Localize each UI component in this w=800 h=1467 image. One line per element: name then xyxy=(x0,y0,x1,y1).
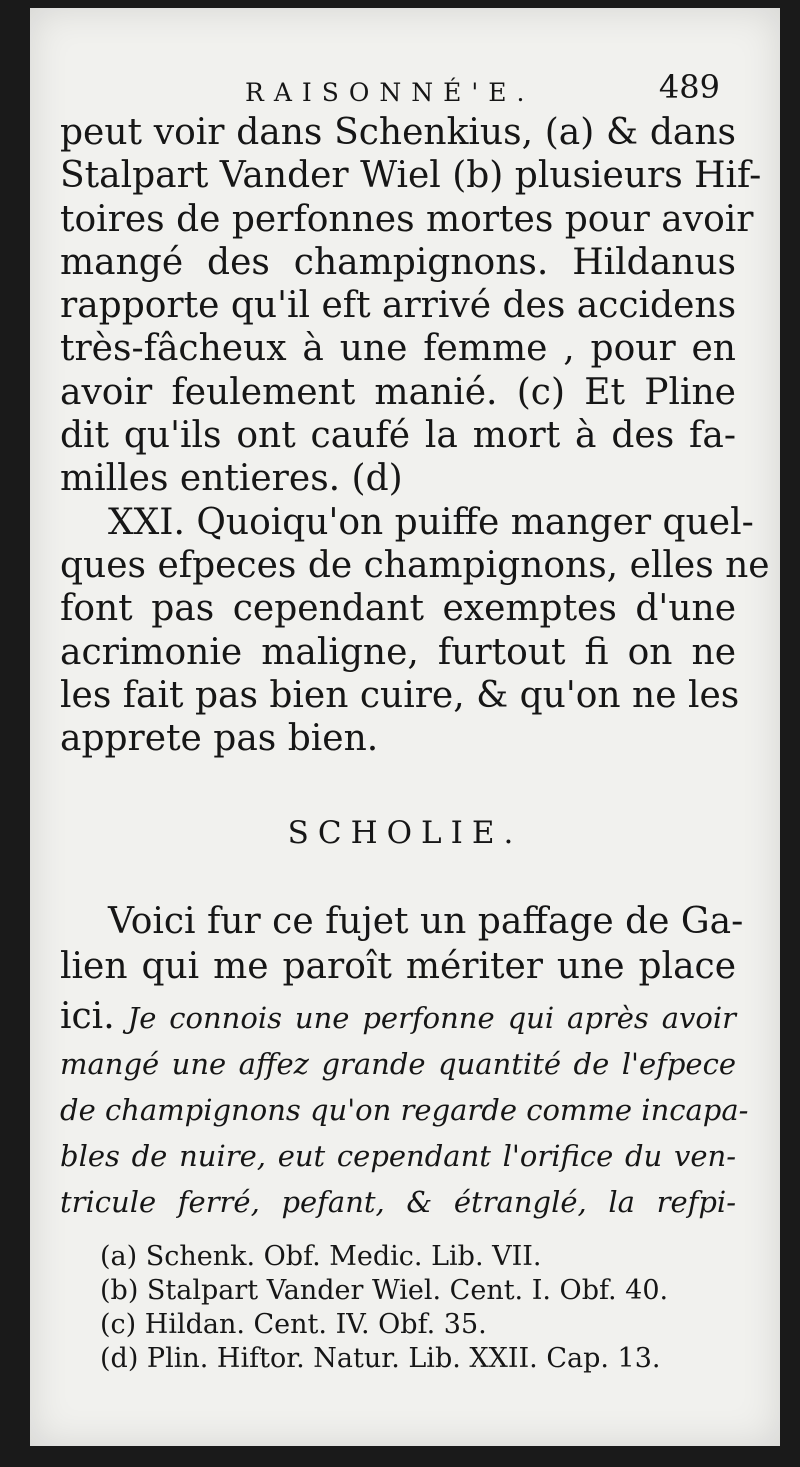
text-line: acrimonie maligne, furtout fi on ne xyxy=(60,631,736,673)
running-title: RAISONNÉ'E. xyxy=(245,78,535,107)
text-line: Voici fur ce fujet un paffage de Ga- xyxy=(108,901,744,942)
section-heading: SCHOLIE. xyxy=(287,815,523,851)
text-line: apprete pas bien. xyxy=(60,718,379,760)
text-fragment: ici. xyxy=(60,996,115,1037)
footnote: (a) Schenk. Obf. Medic. Lib. VII. xyxy=(100,1241,542,1272)
text-line: lien qui me paroît mériter une place xyxy=(60,946,736,987)
text-line: milles entieres. (d) xyxy=(60,458,403,500)
footnote: (c) Hildan. Cent. IV. Obf. 35. xyxy=(100,1309,487,1340)
text-line: toires de perfonnes mortes pour avoir xyxy=(60,198,754,240)
text-line: XXI. Quoiqu'on puiffe manger quel- xyxy=(108,501,754,543)
text-line: les fait pas bien cuire, & qu'on ne les xyxy=(60,674,740,716)
text-line: très-fâcheux à une femme , pour en xyxy=(60,328,736,370)
text-line: mangé des champignons. Hildanus xyxy=(60,241,736,283)
text-line: Stalpart Vander Wiel (b) plusieurs Hif- xyxy=(60,155,762,197)
page-number: 489 xyxy=(658,68,720,106)
quotation-line xyxy=(60,994,736,1041)
text-line: font pas cependant exemptes d'une xyxy=(60,588,736,630)
footnotes xyxy=(100,1240,740,1376)
book-page xyxy=(30,8,780,1446)
text-line: ques efpeces de champignons, elles ne xyxy=(60,544,770,586)
quotation-start: Je connois une perfonne qui après avoir xyxy=(127,1001,736,1035)
scholie-text xyxy=(60,899,744,989)
quotation-line: tricule ferré, pefant, & étranglé, la refpi- xyxy=(60,1185,736,1219)
text-line: dit qu'ils ont caufé la mort à des fa- xyxy=(60,415,736,457)
quotation-line: mangé une affez grande quantité de l'efpece xyxy=(60,1047,736,1081)
quotation xyxy=(60,994,749,1225)
footnote: (b) Stalpart Vander Wiel. Cent. I. Obf. 40. xyxy=(100,1275,669,1306)
quotation-line: bles de nuire, eut cependant l'orifice du ven- xyxy=(60,1139,736,1173)
text-line: avoir feulement manié. (c) Et Pline xyxy=(60,371,736,413)
text-line: rapporte qu'il eft arrivé des accidens xyxy=(60,285,737,327)
footnote: (d) Plin. Hiftor. Natur. Lib. XXII. Cap. 13. xyxy=(100,1343,661,1374)
quotation-line: de champignons qu'on regarde comme incapa- xyxy=(60,1093,749,1127)
text-line: peut voir dans Schenkius, (a) & dans xyxy=(60,112,736,153)
body-text xyxy=(60,111,770,760)
